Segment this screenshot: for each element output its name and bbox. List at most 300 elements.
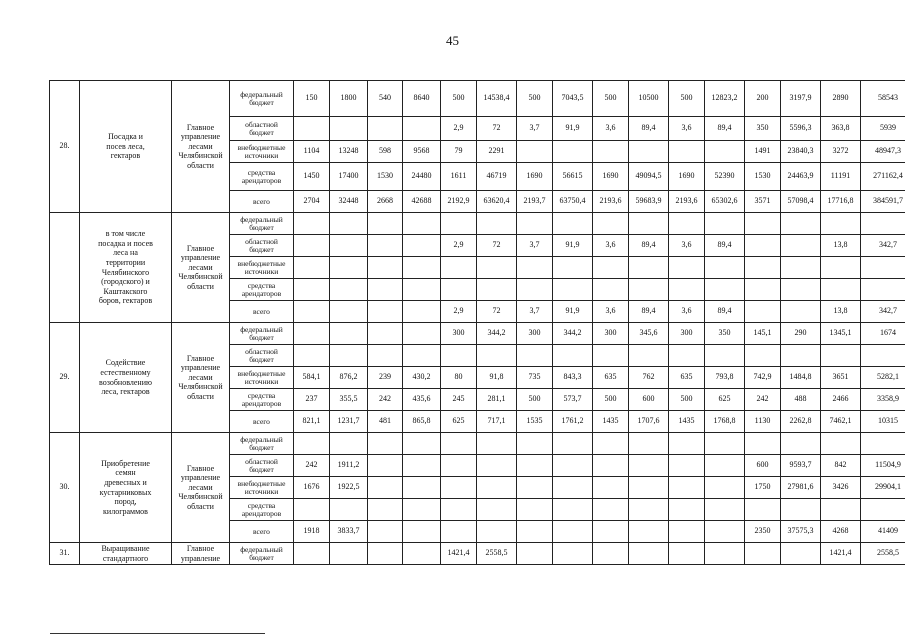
value-cell xyxy=(669,213,705,235)
funding-source xyxy=(230,279,294,301)
value-cell: 29904,1 xyxy=(861,477,905,499)
text-line: бюджет xyxy=(249,222,274,232)
value-cell: 7043,5 xyxy=(553,81,593,117)
value-cell: 793,8 xyxy=(705,367,745,389)
value-cell xyxy=(477,477,517,499)
funding-source xyxy=(230,477,294,499)
value-cell xyxy=(477,345,517,367)
value-cell xyxy=(705,543,745,565)
value-cell: 42688 xyxy=(403,191,441,213)
funding-source xyxy=(230,235,294,257)
value-cell xyxy=(781,499,821,521)
value-cell: 242 xyxy=(745,389,781,411)
value-cell: 48947,3 xyxy=(861,141,905,163)
value-cell xyxy=(553,345,593,367)
text-line: Главное xyxy=(186,243,215,253)
table-row xyxy=(50,81,905,117)
value-cell: 3358,9 xyxy=(861,389,905,411)
value-cell: 384591,7 xyxy=(861,191,905,213)
text-line: Главное xyxy=(186,122,215,132)
value-cell: 239 xyxy=(368,367,403,389)
value-cell: 3833,7 xyxy=(330,521,368,543)
value-cell xyxy=(294,213,330,235)
value-cell: 500 xyxy=(669,81,705,117)
value-cell xyxy=(330,345,368,367)
row-index: 29. xyxy=(50,323,80,433)
value-cell xyxy=(294,345,330,367)
table-row xyxy=(50,543,905,565)
value-cell xyxy=(781,257,821,279)
value-cell xyxy=(553,213,593,235)
text-line: внебюджетные xyxy=(237,479,286,488)
value-cell xyxy=(294,543,330,565)
value-cell xyxy=(403,323,441,345)
value-cell xyxy=(517,141,553,163)
value-cell: 2193,7 xyxy=(517,191,553,213)
value-cell: 1450 xyxy=(294,163,330,191)
value-cell xyxy=(294,499,330,521)
value-cell: 1674 xyxy=(861,323,905,345)
value-cell: 3571 xyxy=(745,191,781,213)
value-cell xyxy=(669,433,705,455)
value-cell xyxy=(330,323,368,345)
funding-source xyxy=(230,389,294,411)
value-cell xyxy=(553,521,593,543)
text-line: Челябинской xyxy=(178,492,223,502)
funding-source xyxy=(230,81,294,117)
value-cell xyxy=(441,257,477,279)
value-cell xyxy=(821,499,861,521)
text-line: области xyxy=(187,501,214,511)
value-cell: 14538,4 xyxy=(477,81,517,117)
value-cell: 635 xyxy=(593,367,629,389)
value-cell xyxy=(861,345,905,367)
value-cell: 481 xyxy=(368,411,403,433)
value-cell xyxy=(781,213,821,235)
value-cell xyxy=(441,455,477,477)
value-cell xyxy=(705,433,745,455)
value-cell: 430,2 xyxy=(403,367,441,389)
value-cell: 635 xyxy=(669,367,705,389)
value-cell xyxy=(821,433,861,455)
value-cell xyxy=(593,521,629,543)
value-cell: 23840,3 xyxy=(781,141,821,163)
row-index: 31. xyxy=(50,543,80,565)
value-cell: 49094,5 xyxy=(629,163,669,191)
value-cell: 1800 xyxy=(330,81,368,117)
value-cell xyxy=(821,257,861,279)
value-cell: 41409 xyxy=(861,521,905,543)
value-cell: 56615 xyxy=(553,163,593,191)
value-cell xyxy=(403,213,441,235)
value-cell: 435,6 xyxy=(403,389,441,411)
value-cell xyxy=(294,323,330,345)
text-line: Содействие xyxy=(105,358,146,368)
text-line: Приобретение xyxy=(101,458,150,468)
text-line: федеральный xyxy=(240,215,283,224)
value-cell: 1491 xyxy=(745,141,781,163)
value-cell xyxy=(403,521,441,543)
value-cell: 242 xyxy=(368,389,403,411)
funding-source xyxy=(230,499,294,521)
value-cell: 2291 xyxy=(477,141,517,163)
text-line: лесами xyxy=(188,262,213,272)
text-line: бюджет xyxy=(249,552,274,562)
text-line: стандартного xyxy=(102,553,149,563)
value-cell: 91,9 xyxy=(553,301,593,323)
value-cell xyxy=(477,455,517,477)
value-cell: 2,9 xyxy=(441,117,477,141)
text-line: арендаторов xyxy=(241,288,282,298)
value-cell: 1676 xyxy=(294,477,330,499)
text-line: внебюджетные xyxy=(237,143,286,152)
value-cell xyxy=(593,141,629,163)
value-cell: 59683,9 xyxy=(629,191,669,213)
value-cell xyxy=(553,543,593,565)
value-cell: 1130 xyxy=(745,411,781,433)
value-cell: 32448 xyxy=(330,191,368,213)
value-cell: 237 xyxy=(294,389,330,411)
value-cell: 37575,3 xyxy=(781,521,821,543)
value-cell xyxy=(403,543,441,565)
executor-org xyxy=(172,323,230,433)
value-cell: 3,7 xyxy=(517,235,553,257)
value-cell xyxy=(294,433,330,455)
value-cell: 3,6 xyxy=(593,117,629,141)
text-line: Челябинской xyxy=(178,382,223,392)
value-cell xyxy=(441,433,477,455)
value-cell xyxy=(517,345,553,367)
activity-name xyxy=(80,213,172,323)
value-cell xyxy=(745,301,781,323)
funding-source xyxy=(230,323,294,345)
value-cell: 1435 xyxy=(593,411,629,433)
value-cell xyxy=(553,141,593,163)
value-cell xyxy=(368,433,403,455)
value-cell xyxy=(745,213,781,235)
value-cell xyxy=(403,455,441,477)
value-cell: 344,2 xyxy=(477,323,517,345)
value-cell: 843,3 xyxy=(553,367,593,389)
value-cell: 742,9 xyxy=(745,367,781,389)
value-cell xyxy=(330,499,368,521)
value-cell xyxy=(368,301,403,323)
value-cell: 345,6 xyxy=(629,323,669,345)
value-cell xyxy=(517,279,553,301)
value-cell xyxy=(593,543,629,565)
text-line: древесных и xyxy=(104,477,147,487)
value-cell xyxy=(629,141,669,163)
value-cell: 91,9 xyxy=(553,117,593,141)
value-cell xyxy=(593,279,629,301)
text-line: средства xyxy=(247,168,276,177)
text-line: арендаторов xyxy=(241,508,282,518)
value-cell xyxy=(861,213,905,235)
value-cell: 876,2 xyxy=(330,367,368,389)
value-cell: 1918 xyxy=(294,521,330,543)
activity-name xyxy=(80,543,172,565)
value-cell: 245 xyxy=(441,389,477,411)
text-line: внебюджетные xyxy=(237,259,286,268)
value-cell: 3,6 xyxy=(593,301,629,323)
value-cell: 1761,2 xyxy=(553,411,593,433)
value-cell xyxy=(517,477,553,499)
value-cell: 200 xyxy=(745,81,781,117)
value-cell: 625 xyxy=(705,389,745,411)
value-cell: 1421,4 xyxy=(821,543,861,565)
value-cell: 3,7 xyxy=(517,301,553,323)
value-cell xyxy=(403,433,441,455)
value-cell xyxy=(368,455,403,477)
value-cell: 17716,8 xyxy=(821,191,861,213)
value-cell: 344,2 xyxy=(553,323,593,345)
value-cell: 89,4 xyxy=(705,117,745,141)
value-cell xyxy=(368,323,403,345)
value-cell: 1707,6 xyxy=(629,411,669,433)
text-line: арендаторов xyxy=(241,175,282,185)
value-cell xyxy=(629,455,669,477)
value-cell xyxy=(705,477,745,499)
funding-source xyxy=(230,455,294,477)
executor-org xyxy=(172,433,230,543)
value-cell xyxy=(403,235,441,257)
value-cell: 1611 xyxy=(441,163,477,191)
value-cell xyxy=(441,499,477,521)
value-cell: 584,1 xyxy=(294,367,330,389)
value-cell xyxy=(593,345,629,367)
value-cell: 355,5 xyxy=(330,389,368,411)
value-cell xyxy=(629,521,669,543)
text-line: управление xyxy=(180,473,221,483)
page-number: 45 xyxy=(446,33,459,48)
value-cell: 91,9 xyxy=(553,235,593,257)
text-line: пород, xyxy=(114,497,137,507)
value-cell xyxy=(368,477,403,499)
text-line: источники xyxy=(244,486,279,496)
value-cell: 625 xyxy=(441,411,477,433)
text-line: Посадка и xyxy=(108,132,143,142)
row-index xyxy=(50,213,80,323)
value-cell: 573,7 xyxy=(553,389,593,411)
value-cell: 72 xyxy=(477,235,517,257)
value-cell: 762 xyxy=(629,367,669,389)
text-line: лесами xyxy=(188,372,213,382)
value-cell: 2192,9 xyxy=(441,191,477,213)
value-cell: 27981,6 xyxy=(781,477,821,499)
value-cell: 2668 xyxy=(368,191,403,213)
value-cell: 3,6 xyxy=(669,235,705,257)
value-cell xyxy=(781,345,821,367)
value-cell: 89,4 xyxy=(629,235,669,257)
value-cell xyxy=(669,499,705,521)
text-line: бюджет xyxy=(249,464,274,474)
value-cell: 80 xyxy=(441,367,477,389)
funding-source xyxy=(230,141,294,163)
text-line: в том числе xyxy=(105,229,146,239)
text-line: килограммов xyxy=(103,506,148,516)
text-line: бюджет xyxy=(249,354,274,364)
text-line: лесами xyxy=(188,482,213,492)
value-cell: 290 xyxy=(781,323,821,345)
value-cell xyxy=(368,117,403,141)
value-cell xyxy=(861,257,905,279)
value-cell: 52390 xyxy=(705,163,745,191)
funding-source xyxy=(230,117,294,141)
value-cell: 717,1 xyxy=(477,411,517,433)
text-line: леса, гектаров xyxy=(101,387,150,397)
value-cell xyxy=(330,543,368,565)
value-cell xyxy=(745,257,781,279)
value-cell xyxy=(553,499,593,521)
value-cell xyxy=(403,345,441,367)
value-cell: 2193,6 xyxy=(593,191,629,213)
text-line: управление xyxy=(180,253,221,263)
value-cell: 13,8 xyxy=(821,301,861,323)
funding-source xyxy=(230,191,294,213)
value-cell xyxy=(629,279,669,301)
value-cell: 600 xyxy=(629,389,669,411)
value-cell: 91,8 xyxy=(477,367,517,389)
value-cell xyxy=(593,257,629,279)
value-cell: 363,8 xyxy=(821,117,861,141)
value-cell xyxy=(477,213,517,235)
value-cell: 1530 xyxy=(745,163,781,191)
text-line: области xyxy=(187,160,214,170)
value-cell xyxy=(368,543,403,565)
value-cell xyxy=(441,345,477,367)
value-cell xyxy=(781,301,821,323)
value-cell: 10500 xyxy=(629,81,669,117)
funding-source xyxy=(230,411,294,433)
text-line: (городского) и xyxy=(101,277,150,287)
value-cell: 4268 xyxy=(821,521,861,543)
value-cell: 350 xyxy=(745,117,781,141)
value-cell: 11191 xyxy=(821,163,861,191)
text-line: областной xyxy=(245,457,278,466)
activity-name xyxy=(80,323,172,433)
value-cell: 1690 xyxy=(517,163,553,191)
value-cell xyxy=(477,279,517,301)
value-cell: 2558,5 xyxy=(477,543,517,565)
value-cell: 89,4 xyxy=(705,301,745,323)
value-cell xyxy=(403,117,441,141)
value-cell xyxy=(669,543,705,565)
value-cell xyxy=(705,279,745,301)
text-line: области xyxy=(187,391,214,401)
text-line: средства xyxy=(247,501,276,510)
value-cell xyxy=(330,301,368,323)
value-cell: 89,4 xyxy=(629,301,669,323)
value-cell: 1231,7 xyxy=(330,411,368,433)
value-cell: 1484,8 xyxy=(781,367,821,389)
value-cell xyxy=(330,117,368,141)
value-cell: 500 xyxy=(441,81,477,117)
value-cell: 1535 xyxy=(517,411,553,433)
value-cell: 342,7 xyxy=(861,301,905,323)
value-cell: 57098,4 xyxy=(781,191,821,213)
value-cell xyxy=(330,257,368,279)
value-cell: 2704 xyxy=(294,191,330,213)
value-cell xyxy=(368,213,403,235)
value-cell: 2,9 xyxy=(441,301,477,323)
text-line: территории xyxy=(105,257,146,267)
value-cell: 1911,2 xyxy=(330,455,368,477)
value-cell: 3,6 xyxy=(593,235,629,257)
value-cell xyxy=(294,257,330,279)
value-cell xyxy=(669,477,705,499)
value-cell xyxy=(745,235,781,257)
value-cell: 1435 xyxy=(669,411,705,433)
value-cell: 500 xyxy=(517,389,553,411)
value-cell: 2262,8 xyxy=(781,411,821,433)
text-line: областной xyxy=(245,237,278,246)
value-cell: 5596,3 xyxy=(781,117,821,141)
text-line: Выращивание xyxy=(101,543,150,553)
value-cell xyxy=(745,345,781,367)
text-line: всего xyxy=(253,196,270,206)
funding-source xyxy=(230,367,294,389)
value-cell: 500 xyxy=(517,81,553,117)
value-cell xyxy=(294,117,330,141)
value-cell: 1104 xyxy=(294,141,330,163)
text-line: Челябинского xyxy=(101,267,150,277)
value-cell xyxy=(441,477,477,499)
value-cell: 2350 xyxy=(745,521,781,543)
value-cell: 281,1 xyxy=(477,389,517,411)
text-line: управление xyxy=(180,363,221,373)
value-cell xyxy=(593,213,629,235)
value-cell: 1530 xyxy=(368,163,403,191)
text-line: посев леса, xyxy=(106,141,145,151)
value-cell: 17400 xyxy=(330,163,368,191)
value-cell xyxy=(517,499,553,521)
value-cell: 3272 xyxy=(821,141,861,163)
text-line: бюджет xyxy=(249,332,274,342)
value-cell: 7462,1 xyxy=(821,411,861,433)
value-cell xyxy=(330,213,368,235)
value-cell xyxy=(705,499,745,521)
funding-source xyxy=(230,213,294,235)
value-cell xyxy=(629,213,669,235)
value-cell: 9593,7 xyxy=(781,455,821,477)
value-cell xyxy=(861,279,905,301)
value-cell xyxy=(517,257,553,279)
value-cell xyxy=(330,433,368,455)
value-cell xyxy=(745,543,781,565)
footer-rule xyxy=(50,633,265,634)
value-cell xyxy=(368,345,403,367)
value-cell: 3197,9 xyxy=(781,81,821,117)
value-cell: 2193,6 xyxy=(669,191,705,213)
value-cell: 2558,5 xyxy=(861,543,905,565)
value-cell xyxy=(669,279,705,301)
value-cell xyxy=(629,345,669,367)
text-line: Челябинской xyxy=(178,151,223,161)
value-cell: 1922,5 xyxy=(330,477,368,499)
value-cell xyxy=(705,213,745,235)
value-cell: 10315 xyxy=(861,411,905,433)
value-cell xyxy=(669,455,705,477)
text-line: федеральный xyxy=(240,325,283,334)
text-line: средства xyxy=(247,391,276,400)
value-cell: 1690 xyxy=(593,163,629,191)
activity-name xyxy=(80,81,172,213)
value-cell xyxy=(821,213,861,235)
value-cell xyxy=(517,455,553,477)
value-cell xyxy=(629,433,669,455)
value-cell: 5282,1 xyxy=(861,367,905,389)
executor-org xyxy=(172,81,230,213)
